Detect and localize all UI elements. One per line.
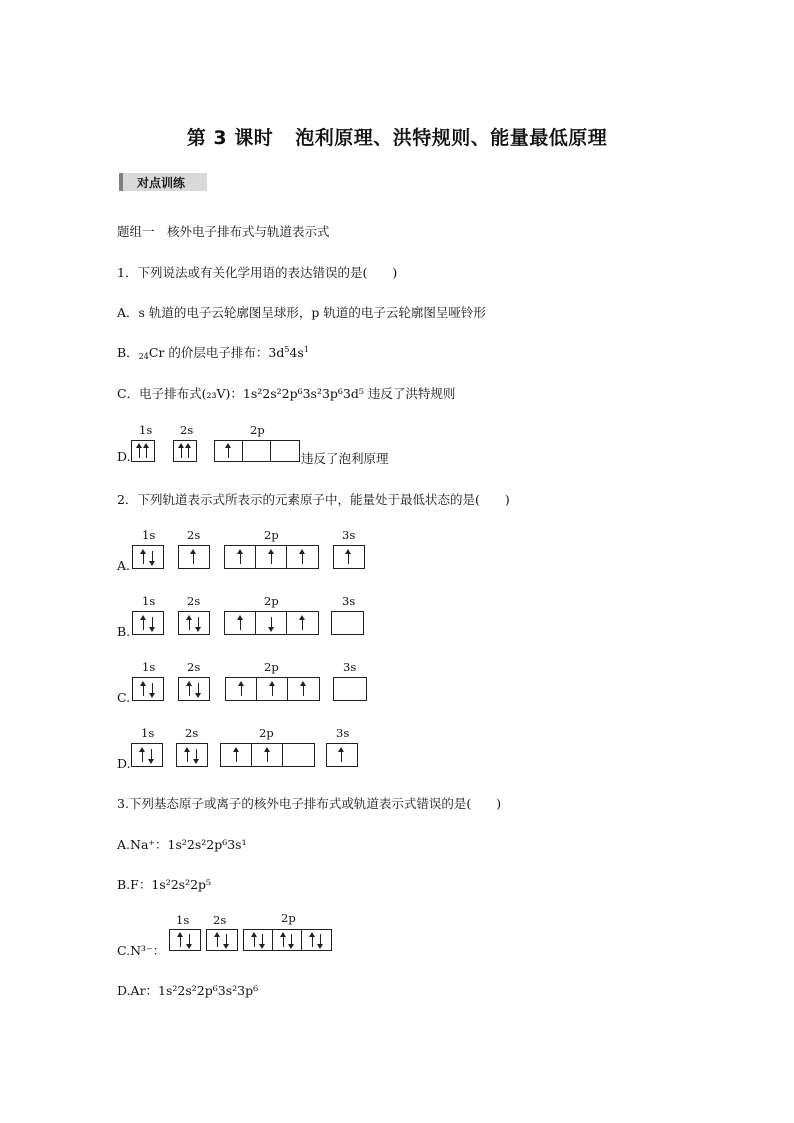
orbital-box-2s [206,929,238,951]
q3-option-a: A.Na⁺：1s²2s²2p⁶3s¹ [117,837,247,852]
orbital-box-2p [214,440,300,462]
q1-option-a: A．s 轨道的电子云轮廓图呈球形，p 轨道的电子云轮廓图呈哑铃形 [117,305,486,320]
orbital-label-2p: 2p [264,528,279,542]
orbital-box-2p [224,545,319,569]
orbital-label-1s: 1s [142,594,156,608]
orbital-box-2s [176,743,208,767]
orbital-box-3s [333,677,367,701]
q2-option-d-label: D. [117,756,131,771]
q2-option-c-label: C. [117,690,131,705]
orbital-box-2s [178,677,210,701]
orbital-box-2p [224,611,319,635]
orbital-label-2s: 2s [185,726,199,740]
orbital-label-1s: 1s [142,660,156,674]
orbital-box-2s [173,440,197,462]
orbital-box-2p [243,929,332,951]
orbital-label-2p: 2p [259,726,274,740]
orbital-label-2p: 2p [250,423,265,437]
page-title [0,123,794,150]
section-badge [119,173,207,191]
orbital-label-3s: 3s [342,528,356,542]
orbital-label-2s: 2s [187,528,201,542]
q3-option-d: D.Ar：1s²2s²2p⁶3s²3p⁶ [117,983,259,998]
orbital-label-1s: 1s [139,423,153,437]
orbital-label-1s: 1s [141,726,155,740]
orbital-label-2s: 2s [187,594,201,608]
q1-option-c: C．电子排布式(₂₃V)：1s²2s²2p⁶3s²3p⁶3d⁵ 违反了洪特规则 [117,386,456,401]
title-lesson: 第 3 课时 [186,127,274,149]
q3-option-b: B.F：1s²2s²2p⁵ [117,877,212,892]
orbital-label-2p: 2p [264,660,279,674]
orbital-box-1s [169,929,201,951]
orbital-box-2s [178,545,210,569]
orbital-box-2s [178,611,210,635]
q2-option-b-label: B. [117,624,131,639]
orbital-label-3s: 3s [336,726,350,740]
orbital-label-3s: 3s [343,660,357,674]
q3-option-c-label: C.N³⁻： [117,943,166,958]
orbital-box-1s [131,743,163,767]
orbital-box-3s [331,611,364,635]
orbital-label-1s: 1s [176,913,190,927]
orbital-box-1s [132,677,164,701]
q2-stem: 2．下列轨道表示式所表示的元素原子中，能量处于最低状态的是( ) [117,492,510,507]
orbital-label-2s: 2s [213,913,227,927]
orbital-label-2p: 2p [264,594,279,608]
q1-option-d-label: D. [117,449,131,464]
orbital-box-2p [220,743,315,767]
orbital-box-3s [326,743,358,767]
q1-stem: 1．下列说法或有关化学用语的表达错误的是( ) [117,265,398,280]
orbital-label-2p: 2p [281,911,296,925]
q1-option-d-text: 违反了泡利原理 [301,451,389,466]
orbital-label-2s: 2s [180,423,194,437]
orbital-box-3s [333,545,365,569]
orbital-label-3s: 3s [342,594,356,608]
section-badge-label: 对点训练 [137,176,186,190]
group-heading: 题组一 核外电子排布式与轨道表示式 [117,224,330,239]
orbital-label-1s: 1s [142,528,156,542]
q1-option-b: B．$_{24}$Cr 的价层电子排布：$3d^54s^1$ [117,345,309,361]
orbital-box-2p [225,677,320,701]
orbital-box-1s [132,611,164,635]
q2-option-a-label: A. [117,558,131,573]
q3-stem: 3.下列基态原子或离子的核外电子排布式或轨道表示式错误的是( ) [117,796,502,811]
orbital-box-1s [131,440,155,462]
orbital-label-2s: 2s [187,660,201,674]
orbital-box-1s [132,545,164,569]
title-topic: 泡利原理、洪特规则、能量最低原理 [295,127,608,149]
